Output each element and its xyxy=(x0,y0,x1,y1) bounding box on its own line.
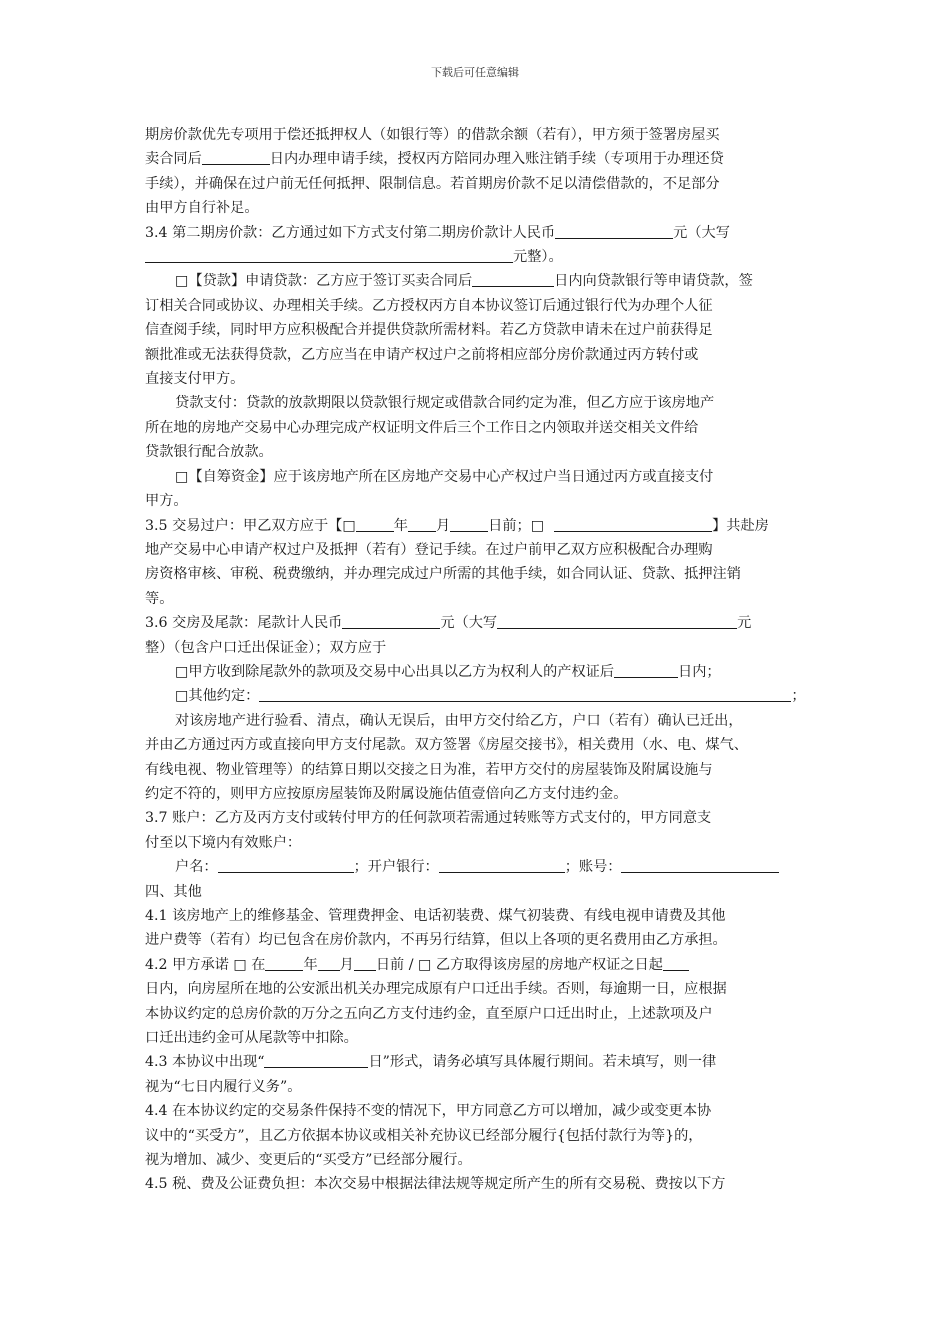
text-line: 所在地的房地产交易中心办理完成产权证明文件后三个工作日之内领取并送交相关文件给 xyxy=(145,419,699,436)
blank-field[interactable] xyxy=(450,516,488,532)
text-line: 元整）。 xyxy=(145,245,810,269)
page-header: 下载后可任意编辑 xyxy=(431,66,519,79)
text-line: 贷款支付：贷款的放款期限以贷款银行规定或借款合同约定为准，但乙方应于该房地产 xyxy=(175,395,715,412)
text-line: 甲方。 xyxy=(145,493,188,510)
text-line: 订相关合同或协议、办理相关手续。乙方授权丙方自本协议签订后通过银行代为办理个人征 xyxy=(145,297,713,314)
text-line: 对该房地产进行验看、清点，确认无误后，由甲方交付给乙方，户口（若有）确认已迁出， xyxy=(175,712,743,729)
blank-field[interactable] xyxy=(264,1052,368,1068)
text-line: 视为增加、减少、变更后的“买受方”已经部分履行。 xyxy=(145,1152,472,1169)
blank-field[interactable] xyxy=(202,149,270,165)
blank-field[interactable] xyxy=(497,613,737,629)
blank-field[interactable] xyxy=(439,857,565,873)
text-line: 信查阅手续，同时甲方应积极配合并提供贷款所需材料。若乙方贷款申请未在过户前获得足 xyxy=(145,322,713,339)
text-line: 议中的“买受方”，且乙方依据本协议或相关补充协议已经部分履行{包括付款行为等}的， xyxy=(145,1127,703,1144)
text-line: 付至以下境内有效账户： xyxy=(145,834,302,851)
blank-field[interactable] xyxy=(354,955,376,971)
blank-field[interactable] xyxy=(621,857,779,873)
section-heading: 四、其他 xyxy=(145,883,202,900)
text-line: 整）（包含户口迁出保证金）；双方应于 xyxy=(145,639,387,656)
text-line: 房资格审核、审税、税费缴纳，并办理完成过户所需的其他手续，如合同认证、贷款、抵押注销 xyxy=(145,566,741,583)
text-line: 卖合同后 日内办理申请手续，授权丙方陪同办理入账注销手续（专项用于办理还贷 xyxy=(145,151,724,168)
text-line: 4.3 本协议中出现“ 日”形式，请务必填写具体履行期间。若未填写，则一律 xyxy=(145,1054,717,1071)
text-line: 地产交易中心申请产权过户及抵押（若有）登记手续。在过户前甲乙双方应积极配合办理购 xyxy=(145,541,713,558)
text-line: 并由乙方通过丙方或直接向甲方支付尾款。双方签署《房屋交接书》，相关费用（水、电、煤气、 xyxy=(145,737,748,754)
text-line: 3.5 交易过户：甲乙双方应于【□ 年 月 日前；□ 】共赴房 xyxy=(145,517,769,534)
text-line: 4.5 税、费及公证费负担：本次交易中根据法律法规等规定所产生的所有交易税、费按以下方 xyxy=(145,1176,726,1193)
blank-field[interactable] xyxy=(259,686,791,702)
blank-field[interactable] xyxy=(554,516,712,532)
text-line: 本协议约定的总房价款的万分之五向乙方支付违约金，直至原户口迁出时止，上述款项及户 xyxy=(145,1005,713,1022)
blank-field[interactable] xyxy=(614,662,678,678)
text-line: 4.1 该房地产上的维修基金、管理费押金、电话初装费、煤气初装费、有线电视申请费及其他 xyxy=(145,908,726,924)
blank-field[interactable] xyxy=(342,613,440,629)
text-line: 直接支付甲方。 xyxy=(145,371,245,388)
blank-field[interactable] xyxy=(356,516,394,532)
text-line: 等。 xyxy=(145,590,174,607)
text-line: 贷款银行配合放款。 xyxy=(145,444,273,461)
blank-field[interactable] xyxy=(218,857,354,873)
text-line: 视为“七日内履行义务”。 xyxy=(145,1078,302,1095)
text-line: 日内，向房屋所在地的公安派出机关办理完成原有户口迁出手续。否则，每逾期一日，应根据 xyxy=(145,981,727,998)
blank-field[interactable] xyxy=(318,955,340,971)
text-line: 有线电视、物业管理等）的结算日期以交接之日为准，若甲方交付的房屋装饰及附属设施与 xyxy=(145,761,713,778)
document-body xyxy=(145,123,810,1197)
text-line: 进户费等（若有）均已包含在房价款内，不再另行结算，但以上各项的更名费用由乙方承担。 xyxy=(145,932,727,949)
text-line: 口迁出违约金可从尾款等中扣除。 xyxy=(145,1030,358,1047)
text-line: 4.2 甲方承诺 □ 在 年 月 日前 / □ 乙方取得该房屋的房地产权证之日起 xyxy=(145,953,810,977)
blank-field[interactable] xyxy=(408,516,436,532)
text-line: 期房价款优先专项用于偿还抵押权人（如银行等）的借款余额（若有），甲方须于签署房屋买 xyxy=(145,127,720,143)
text-line: 户名： ；开户银行： ；账号： xyxy=(145,855,810,879)
text-line: □【贷款】申请贷款：乙方应于签订买卖合同后 日内向贷款银行等申请贷款，签 xyxy=(175,273,753,290)
blank-field[interactable] xyxy=(145,247,513,263)
text-line: □其他约定： ； xyxy=(175,688,806,705)
text-line: 4.4 在本协议约定的交易条件保持不变的情况下，甲方同意乙方可以增加，减少或变更本协 xyxy=(145,1103,712,1120)
text-line: 额批准或无法获得贷款，乙方应当在申请产权过户之前将相应部分房价款通过丙方转付或 xyxy=(145,346,699,363)
text-line: 3.7 账户：乙方及丙方支付或转付甲方的任何款项若需通过转账等方式支付的，甲方同意支 xyxy=(145,810,712,827)
text-line: □甲方收到除尾款外的款项及交易中心出具以乙方为权利人的产权证后 日内； xyxy=(175,663,721,680)
text-line: 3.4 第二期房价款：乙方通过如下方式支付第二期房价款计人民币 元（大写 xyxy=(145,224,730,241)
text-line: 手续），并确保在过户前无任何抵押、限制信息。若首期房价款不足以清偿借款的，不足部分 xyxy=(145,175,720,192)
text-line: 约定不符的，则甲方应按原房屋装饰及附属设施估值壹倍向乙方支付违约金。 xyxy=(145,785,628,802)
text-line: □【自筹资金】应于该房地产所在区房地产交易中心产权过户当日通过丙方或直接支付 xyxy=(175,468,714,485)
text-line: 3.6 交房及尾款：尾款计人民币 元（大写 元 xyxy=(145,615,752,632)
text-line: 由甲方自行补足。 xyxy=(145,200,259,217)
blank-field[interactable] xyxy=(663,955,689,971)
blank-field[interactable] xyxy=(555,223,673,239)
blank-field[interactable] xyxy=(472,271,554,287)
blank-field[interactable] xyxy=(265,955,303,971)
